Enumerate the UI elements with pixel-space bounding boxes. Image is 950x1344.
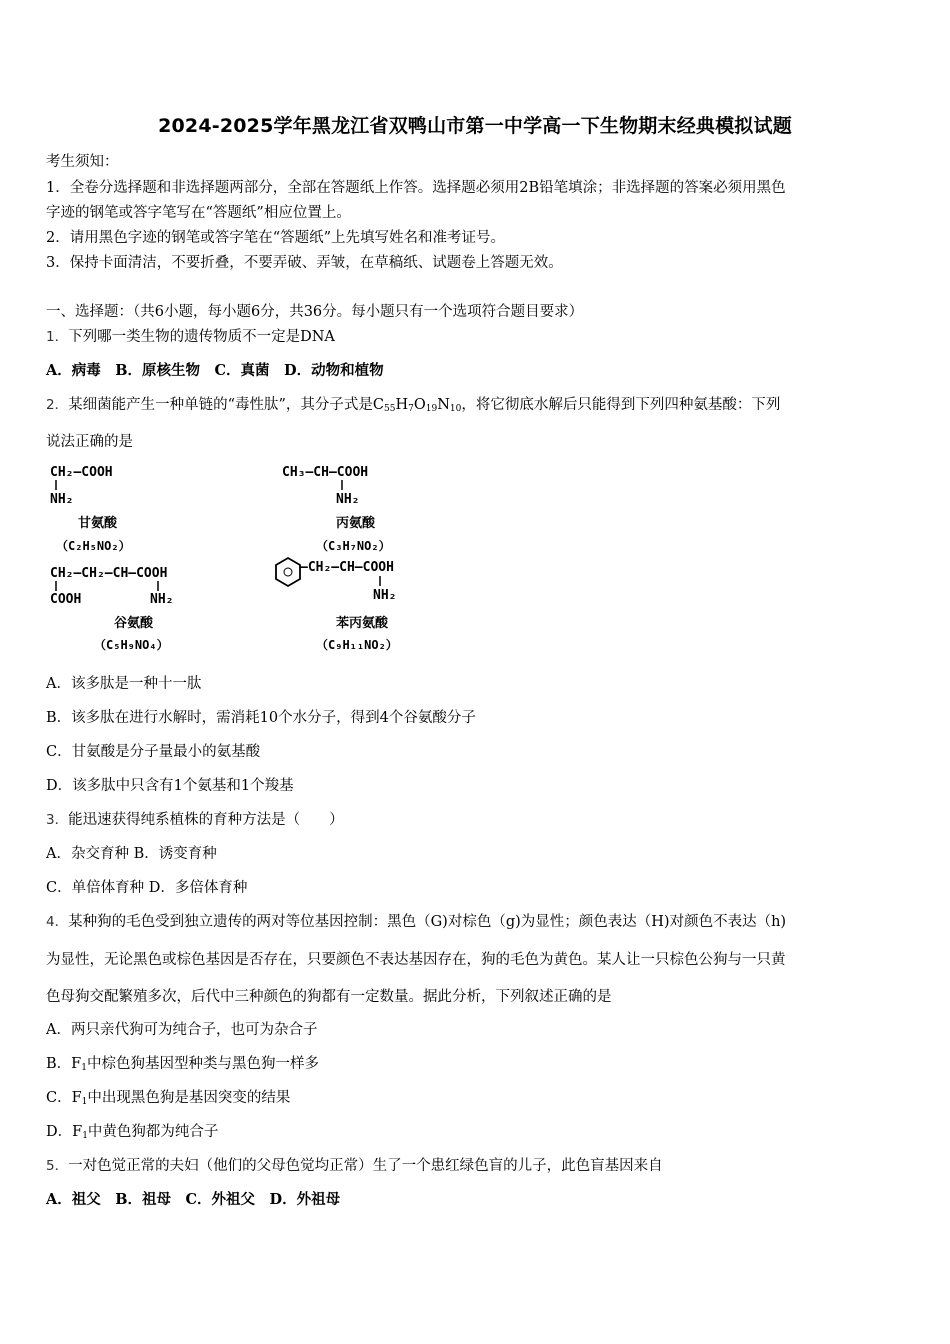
question-3-options-cd: C．单倍体育种 D．多倍体育种 [46, 880, 248, 896]
glycine-nh2: NH₂ [50, 492, 74, 507]
phenylalanine-formula: —CH₂—CH—COOH [300, 560, 394, 575]
phenylalanine-nh2: NH₂ [373, 588, 397, 603]
question-2-stem-cont: 说法正确的是 [46, 434, 133, 450]
option-prefix: C．F [46, 1090, 82, 1106]
question-stem-b: ，将它彻底水解后只能得到下列四种氨基酸：下列 [461, 397, 781, 413]
glutamate-nh2: NH₂ [150, 592, 174, 607]
question-stem: 能迅速获得纯系植株的育种方法是（ ） [68, 812, 344, 828]
formula-sub: 7 [408, 404, 414, 414]
question-1 [46, 327, 335, 347]
question-5-options: A．祖父 B．祖母 C．外祖父 D．外祖母 [46, 1191, 341, 1208]
question-stem: 一对色觉正常的夫妇（他们的父母色觉均正常）生了一个患红绿色盲的儿子，此色盲基因来自 [68, 1158, 663, 1174]
question-2-option-b: B．该多肽在进行水解时，需消耗10个水分子，得到4个谷氨酸分子 [46, 710, 476, 726]
question-number: 5． [46, 1158, 69, 1174]
notice-item-1: 1．全卷分选择题和非选择题两部分，全部在答题纸上作答。选择题必须用2B铅笔填涂；非选择题的答案必须用黑色 [46, 180, 786, 196]
question-2 [46, 395, 780, 419]
generation-sub: 1 [81, 1063, 87, 1073]
phenylalanine-name: 苯丙氨酸 [336, 616, 389, 631]
glycine-molecular-formula: （C₂H₅NO₂） [56, 539, 131, 553]
generation-sub: 1 [82, 1131, 88, 1141]
alanine-molecular-formula: （C₃H₇NO₂） [316, 539, 391, 553]
question-stem-a: 某细菌能产生一种单链的“毒性肽”，其分子式是C [68, 397, 385, 413]
alanine-formula: CH₃—CH—COOH [282, 465, 369, 480]
formula-part: H [395, 397, 409, 413]
amino-acid-figure [46, 460, 486, 660]
page-title: 2024-2025学年黑龙江省双鸭山市第一中学高一下生物期末经典模拟试题 [158, 115, 792, 137]
question-number: 4． [46, 914, 69, 930]
glycine-name: 甘氨酸 [78, 516, 118, 531]
formula-sub: 55 [384, 404, 396, 414]
alanine-nh2: NH₂ [336, 492, 360, 507]
question-4-option-b [46, 1054, 319, 1078]
question-3 [46, 810, 344, 830]
section-heading: 一、选择题：（共6小题，每小题6分，共36分。每小题只有一个选项符合题目要求） [46, 304, 584, 320]
question-2-option-d: D．该多肽中只含有1个氨基和1个羧基 [46, 778, 294, 794]
alanine-name: 丙氨酸 [336, 516, 376, 531]
option-prefix: B．F [46, 1056, 82, 1072]
question-4 [46, 912, 786, 932]
formula-sub: 10 [449, 404, 462, 414]
notice-item-2: 2．请用黑色字迹的钢笔或答字笔在“答题纸”上先填写姓名和准考证号。 [46, 230, 506, 246]
generation-sub: 1 [81, 1097, 88, 1107]
formula-part: O [413, 397, 426, 413]
question-4-option-a: A．两只亲代狗可为纯合子，也可为杂合子 [46, 1022, 318, 1038]
question-number: 2． [46, 397, 69, 413]
question-1-options: A．病毒 B．原核生物 C．真菌 D．动物和植物 [46, 362, 384, 379]
glutamate-cooh: COOH [50, 592, 82, 607]
question-stem: 下列哪一类生物的遗传物质不一定是DNA [68, 329, 335, 345]
notice-item-3: 3．保持卡面清洁，不要折叠，不要弄破、弄皱，在草稿纸、试题卷上答题无效。 [46, 255, 563, 271]
question-stem-line-1: 某种狗的毛色受到独立遗传的两对等位基因控制：黑色（G)对棕色（g)为显性；颜色表达（H)对颜色不表达（h) [68, 914, 787, 930]
question-number: 1． [46, 329, 69, 345]
question-5 [46, 1156, 663, 1176]
option-text: 中黄色狗都为纯合子 [87, 1124, 219, 1140]
question-number: 3． [46, 812, 69, 828]
question-2-option-c: C．甘氨酸是分子量最小的氨基酸 [46, 744, 261, 760]
notice-item-1-cont: 字迹的钢笔或答字笔写在“答题纸”相应位置上。 [46, 205, 351, 221]
benzene-inner-ring [284, 568, 292, 576]
question-4-stem-line-2: 为显性，无论黑色或棕色基因是否存在，只要颜色不表达基因存在，狗的毛色为黄色。某人让一只棕色公狗与一只黄 [46, 952, 786, 968]
benzene-ring [276, 558, 300, 586]
question-3-options-ab: A．杂交育种 B．诱变育种 [46, 846, 217, 862]
formula-sub: 19 [425, 404, 438, 414]
notice-heading: 考生须知： [46, 154, 119, 170]
option-text: 中棕色狗基因型种类与黑色狗一样多 [86, 1056, 319, 1072]
question-4-option-c [46, 1088, 290, 1112]
option-text: 中出现黑色狗是基因突变的结果 [87, 1090, 291, 1106]
question-2-option-a: A．该多肽是一种十一肽 [46, 676, 202, 692]
question-4-option-d [46, 1122, 218, 1146]
formula-part: N [437, 397, 450, 413]
glutamate-formula: CH₂—CH₂—CH—COOH [50, 566, 168, 581]
phenylalanine-molecular-formula: （C₉H₁₁NO₂） [316, 638, 398, 652]
glycine-formula: CH₂—COOH [50, 465, 113, 480]
question-4-stem-line-3: 色母狗交配繁殖多次，后代中三种颜色的狗都有一定数量。据此分析，下列叙述正确的是 [46, 989, 612, 1005]
glutamate-molecular-formula: （C₅H₉NO₄） [94, 638, 169, 652]
option-prefix: D．F [46, 1124, 83, 1140]
glutamate-name: 谷氨酸 [114, 616, 154, 631]
